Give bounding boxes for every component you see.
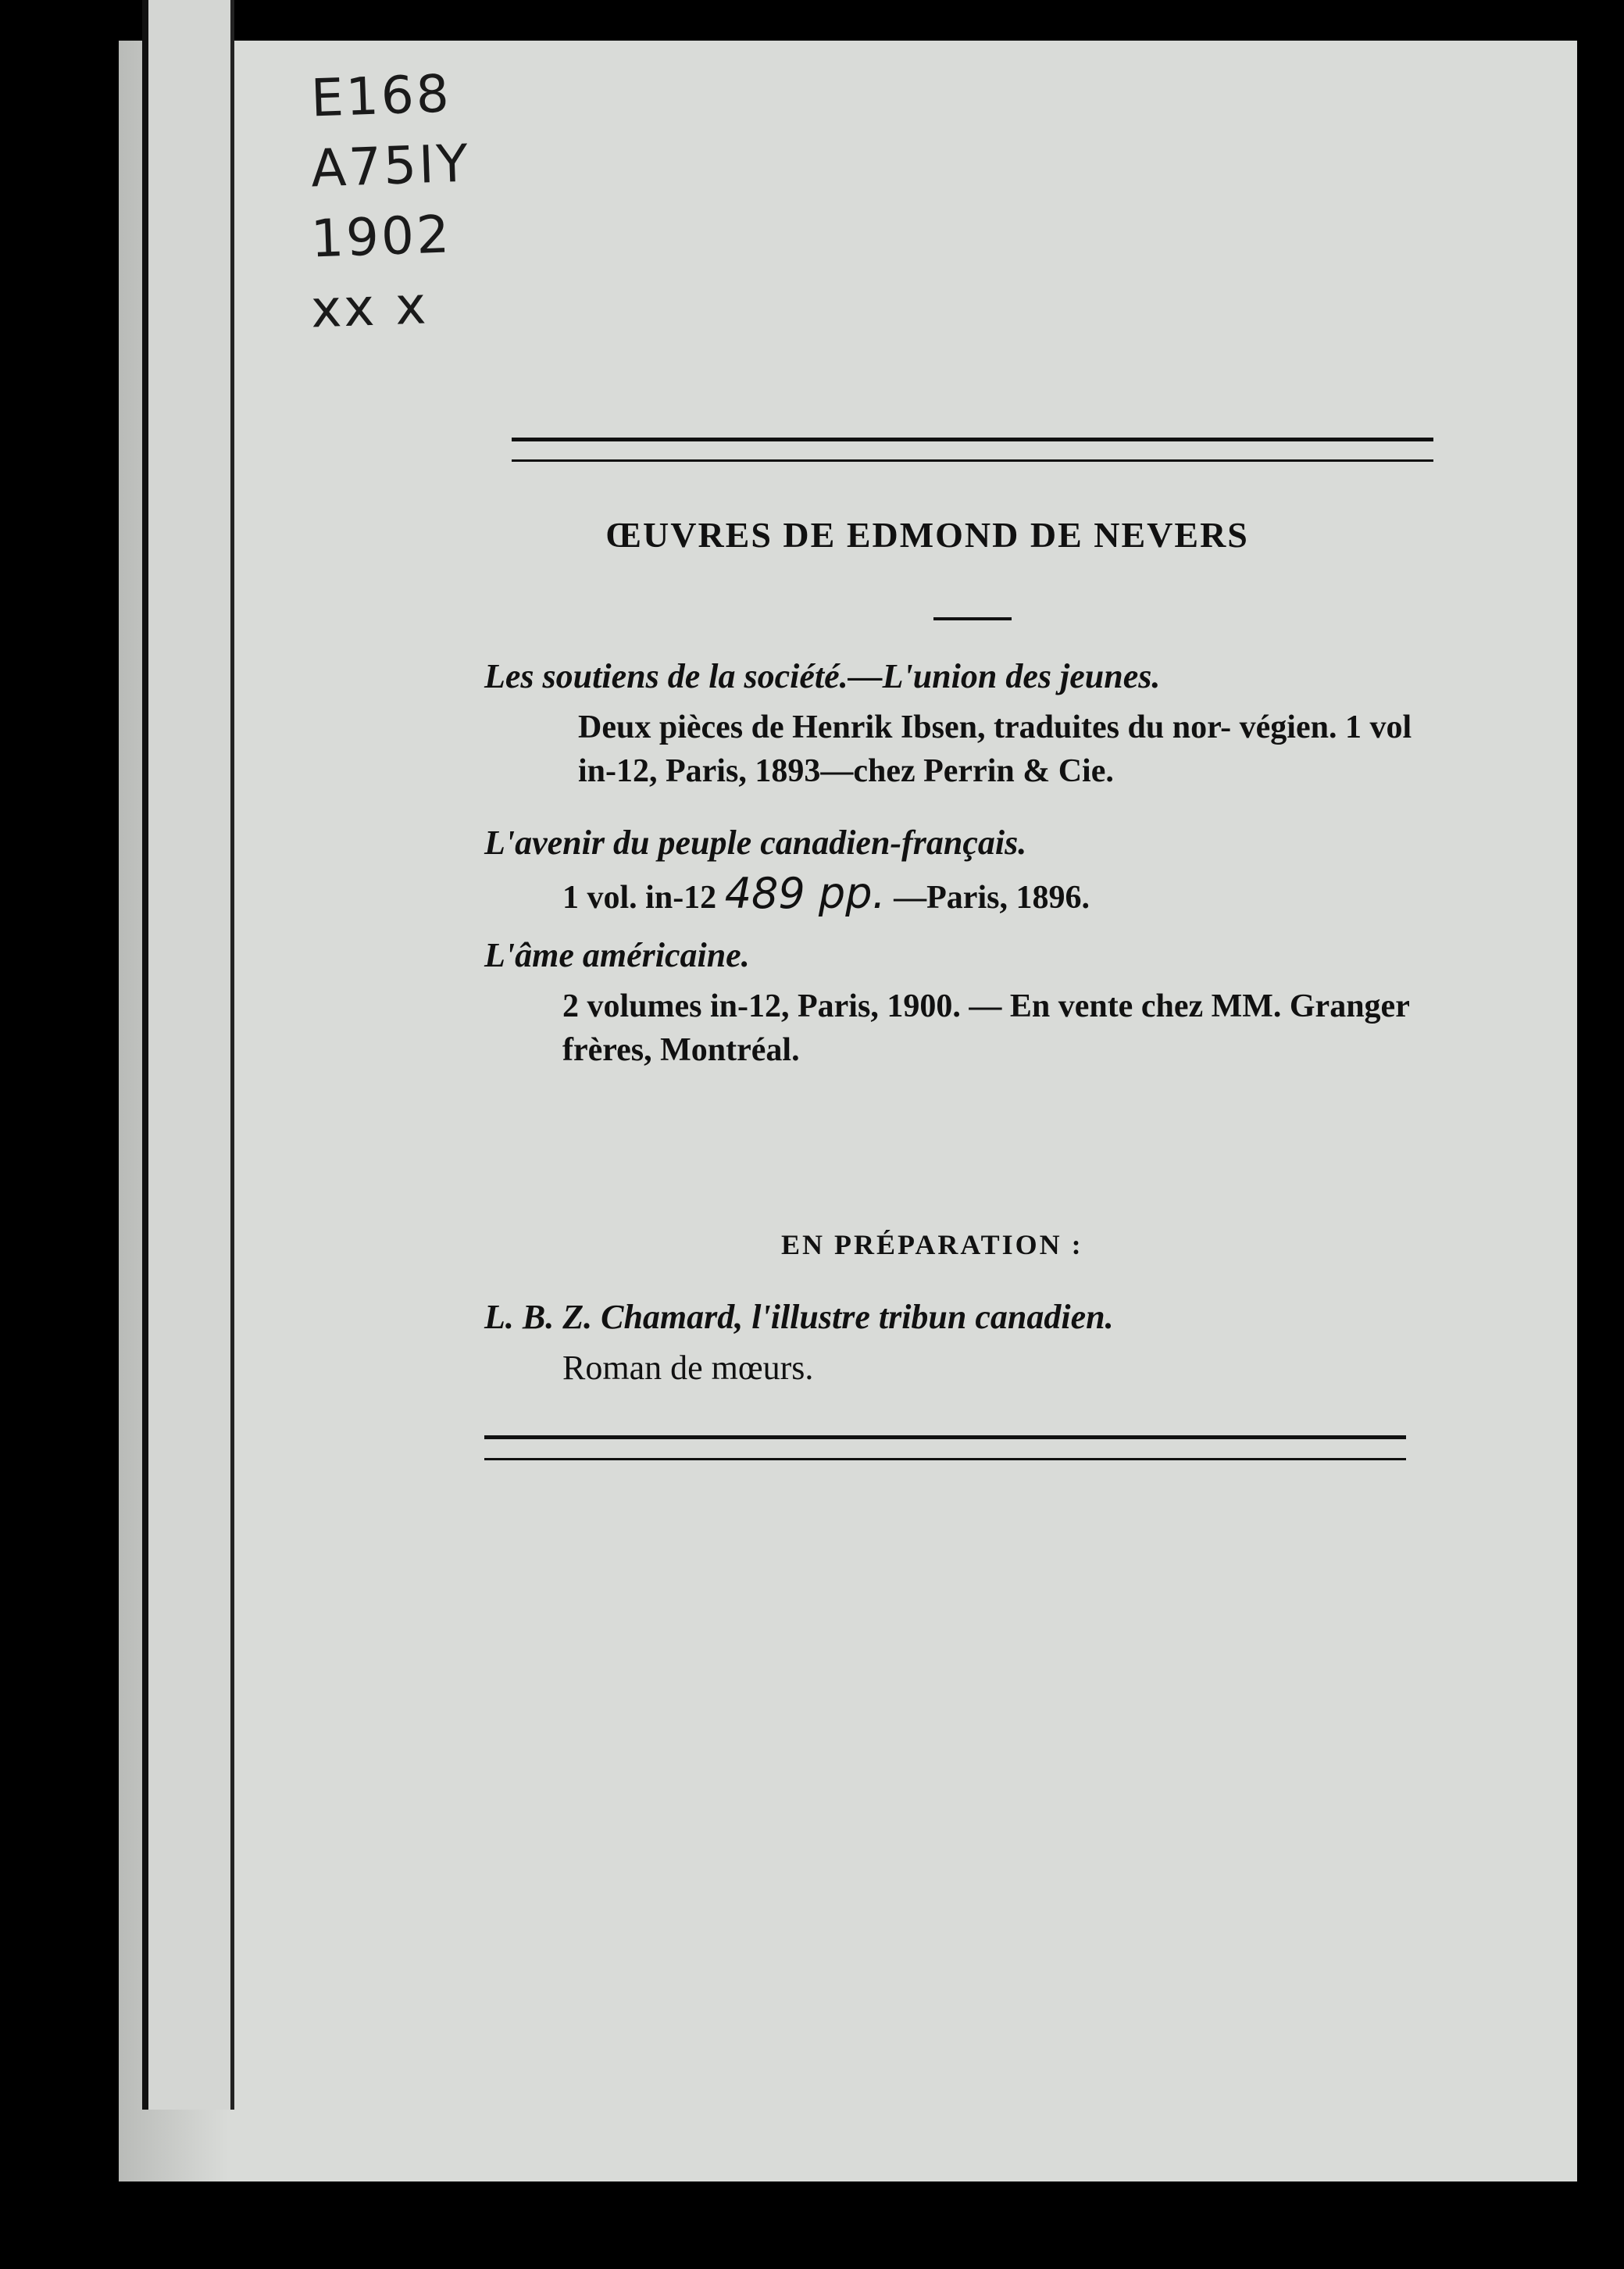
handwritten-call-number xyxy=(311,61,470,342)
preparation-section xyxy=(484,1297,1445,1390)
preparation-heading: EN PRÉPARATION : xyxy=(781,1229,1083,1260)
top-rule-thin xyxy=(512,459,1433,462)
work-detail xyxy=(562,869,1445,920)
page-title: ŒUVRES DE EDMOND DE NEVERS xyxy=(605,515,1249,555)
work-detail: Roman de mœurs. xyxy=(562,1349,814,1387)
work-entry xyxy=(484,823,1445,920)
top-rule-thick xyxy=(512,438,1433,441)
work-detail: Deux pièces de Henrik Ibsen, traduites du nor- végien. 1 vol in-12, Paris, 1893—chez Perrin & Cie. xyxy=(578,709,1412,789)
work-detail-text: 1 vol. in-12 xyxy=(562,880,717,916)
binding-strip xyxy=(142,0,234,2110)
title-dash xyxy=(933,617,1012,620)
bottom-rule-thin xyxy=(484,1458,1406,1460)
bottom-rule-thick xyxy=(484,1435,1406,1439)
work-title: L'avenir du peuple canadien-français. xyxy=(484,824,1027,862)
call-number-line: A75IY xyxy=(309,133,472,199)
works-list xyxy=(484,656,1445,1072)
work-detail-text: —Paris, 1896. xyxy=(894,880,1090,916)
call-number-line: 1902 xyxy=(309,204,453,270)
call-number-line: E168 xyxy=(309,63,452,129)
work-title: Les soutiens de la société.—L'union des jeunes. xyxy=(484,657,1161,695)
work-entry xyxy=(484,656,1445,793)
scan-border xyxy=(1577,0,1624,2269)
work-entry xyxy=(484,935,1445,1072)
work-title: L'âme américaine. xyxy=(484,936,750,974)
page-sheet xyxy=(119,41,1603,2181)
call-number-line: xx x xyxy=(309,275,430,340)
work-title: L. B. Z. Chamard, l'illustre tribun canadien. xyxy=(484,1298,1114,1336)
handwritten-annotation: 489 pp. xyxy=(724,869,886,918)
work-detail: 2 volumes in-12, Paris, 1900. — En vente chez MM. Granger frères, Montréal. xyxy=(562,988,1410,1068)
